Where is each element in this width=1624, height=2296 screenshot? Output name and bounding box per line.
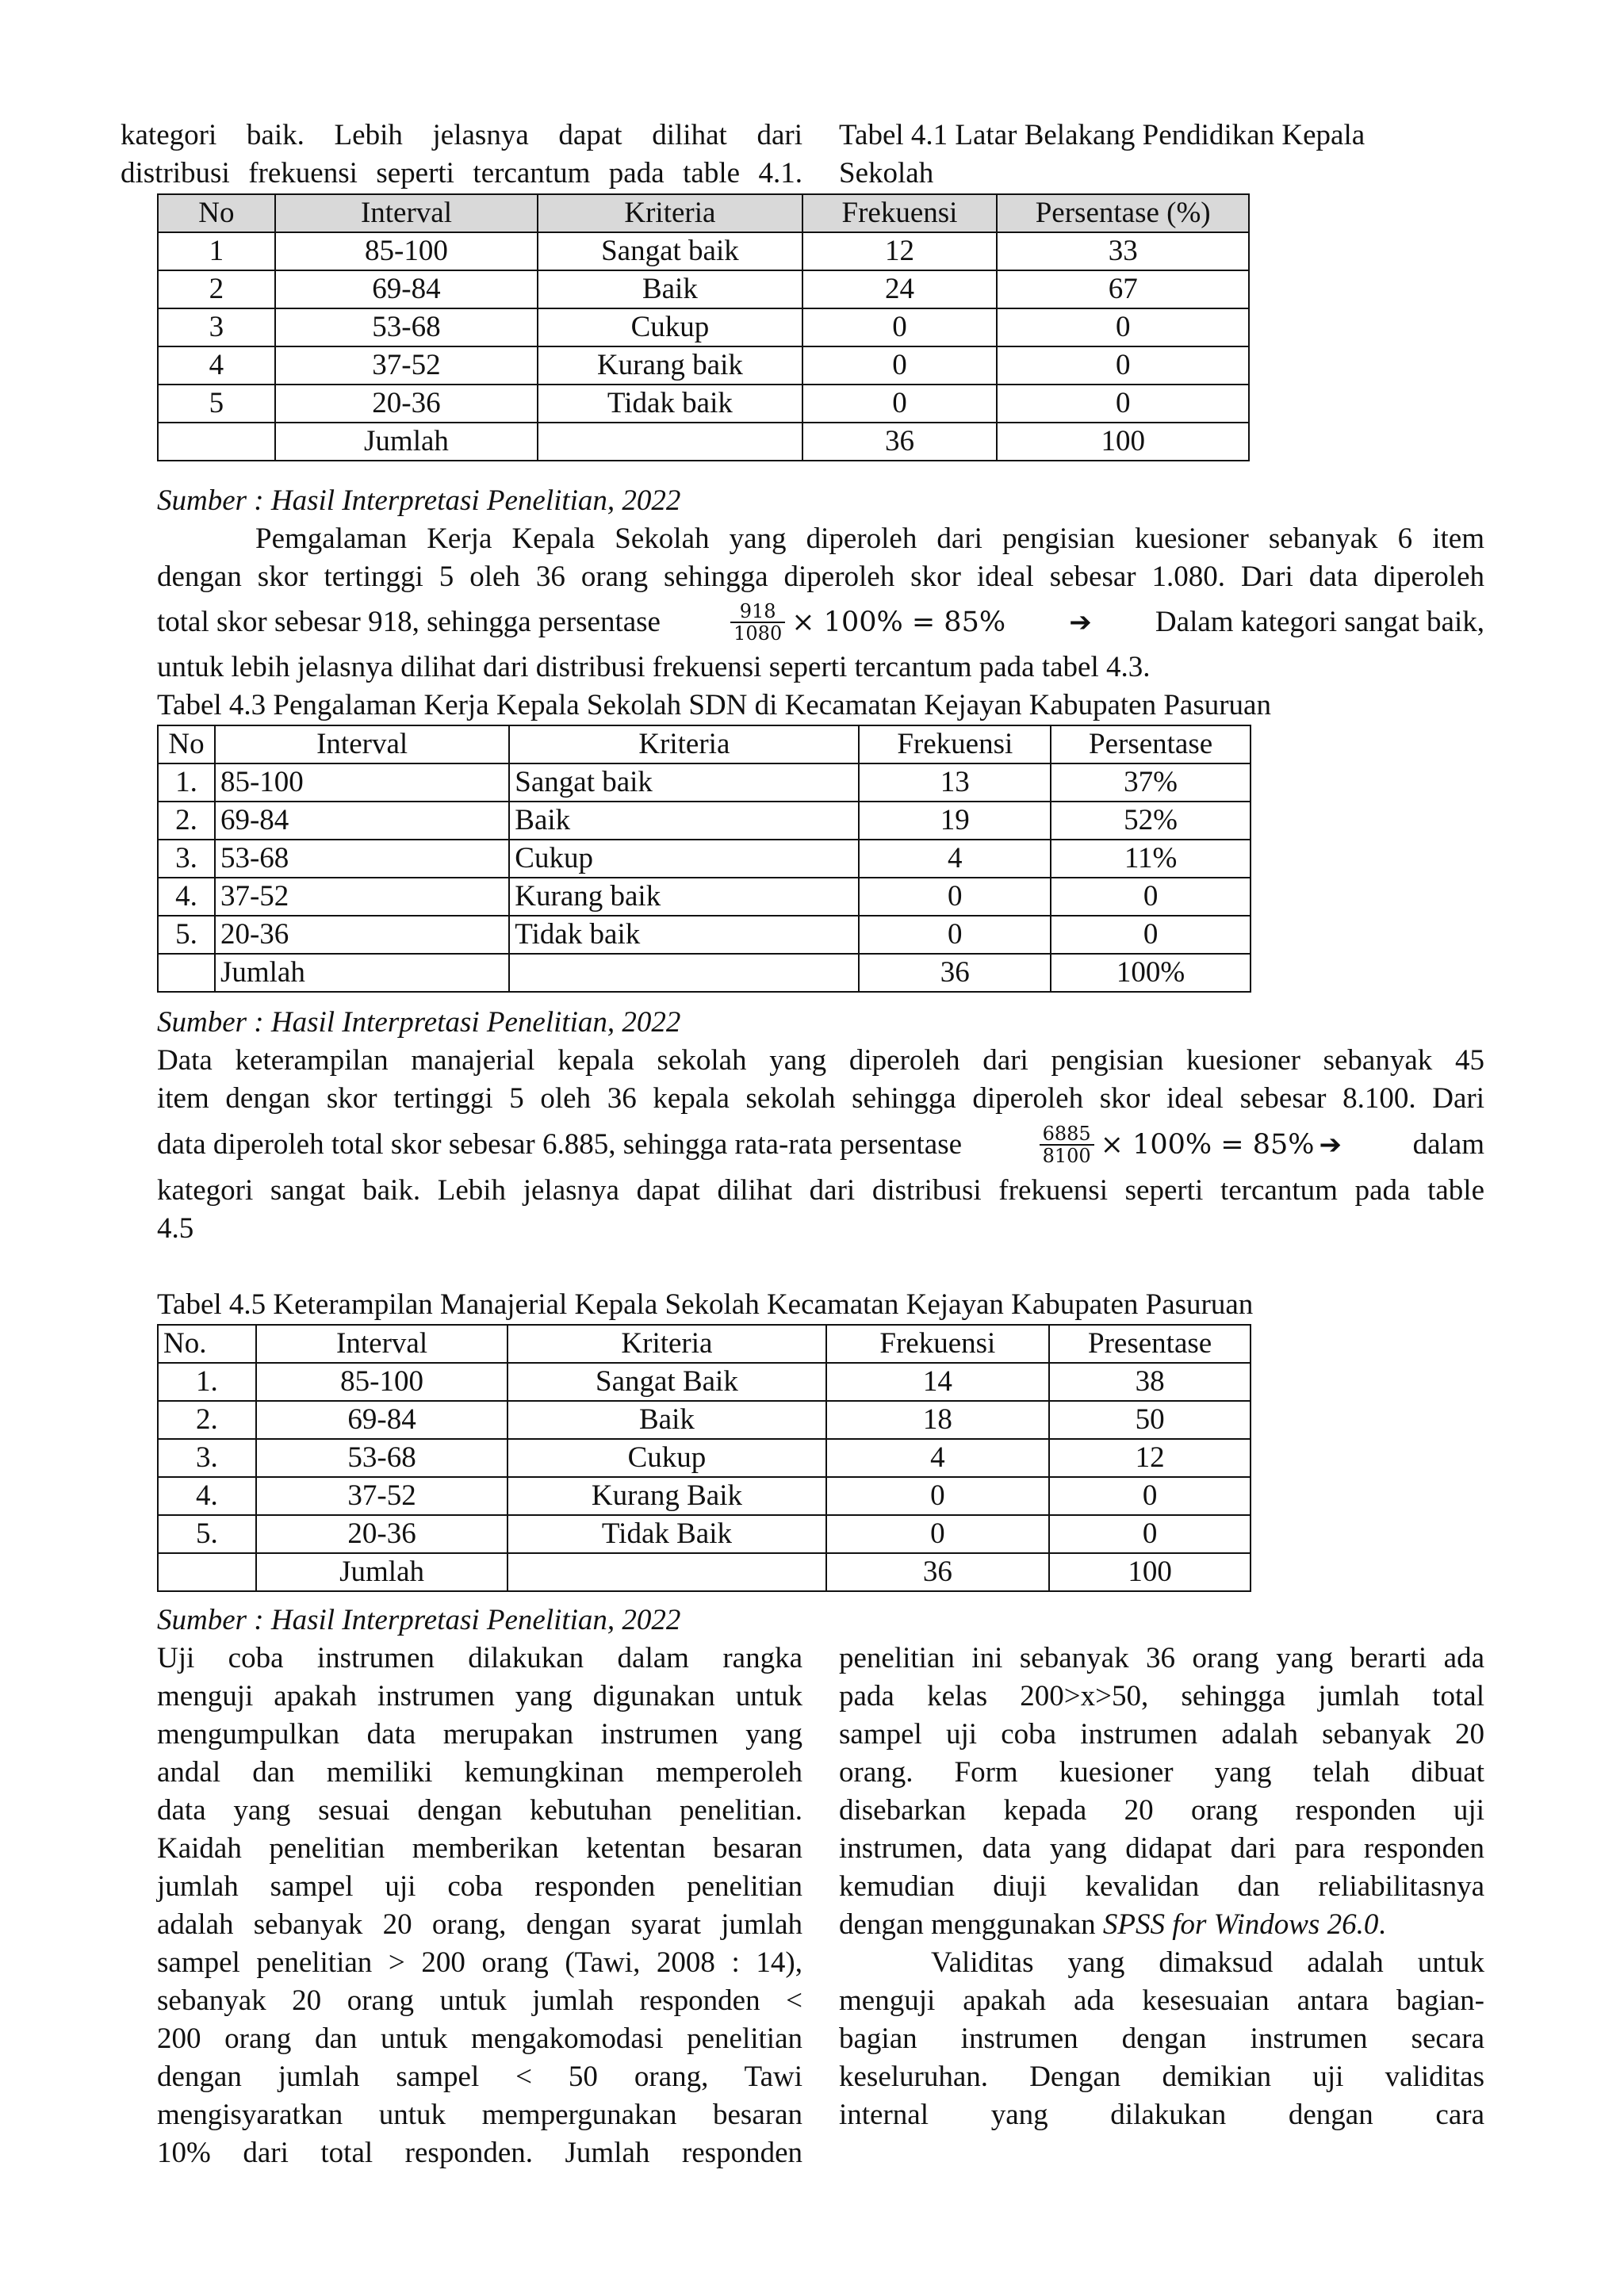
col-header-kriteria: Kriteria bbox=[509, 725, 859, 763]
table-row bbox=[158, 385, 1249, 423]
right-col-line: Validitas yang dimaksud adalah untuk bbox=[931, 1946, 1484, 1979]
cell bbox=[158, 954, 215, 992]
fraction-numerator: 6885 bbox=[1040, 1123, 1094, 1146]
cell: 4. bbox=[158, 878, 215, 916]
intro-left-line-1: kategori baik. Lebih jelasnya dapat dilihat dari bbox=[121, 119, 802, 151]
para2-line-3 bbox=[157, 596, 1484, 649]
cell: 4 bbox=[158, 346, 275, 385]
col-header-no: No. bbox=[158, 1325, 256, 1363]
cell: 33 bbox=[997, 232, 1249, 270]
arrow-right-icon: ➔ bbox=[1319, 1129, 1342, 1161]
cell: 37-52 bbox=[275, 346, 538, 385]
table-row bbox=[158, 840, 1251, 878]
cell: 11% bbox=[1051, 840, 1251, 878]
spss-software-name: SPSS for Windows 26.0 bbox=[1102, 1908, 1379, 1941]
cell: 37-52 bbox=[215, 878, 509, 916]
cell: 5 bbox=[158, 385, 275, 423]
cell: Cukup bbox=[508, 1439, 825, 1477]
table5-source: Sumber : Hasil Interpretasi Penelitian, 2022 bbox=[157, 1604, 681, 1636]
fraction-denominator: 1080 bbox=[733, 622, 783, 645]
cell: 12 bbox=[802, 232, 998, 270]
cell: 14 bbox=[826, 1363, 1050, 1401]
col-header-frekuensi: Frekuensi bbox=[826, 1325, 1050, 1363]
right-col-line: kemudian diuji kevalidan dan reliabilitasnya bbox=[839, 1870, 1484, 1903]
right-col-line: menguji apakah ada kesesuaian antara bagian- bbox=[839, 1984, 1484, 2017]
table-row bbox=[158, 346, 1249, 385]
col-header-no: No bbox=[158, 194, 275, 232]
table-row bbox=[158, 1439, 1251, 1477]
cell: 69-84 bbox=[215, 802, 509, 840]
left-col-line: data yang sesuai dengan kebutuhan penelitian. bbox=[157, 1794, 802, 1827]
col-header-interval: Interval bbox=[275, 194, 538, 232]
para3-line-3-text: data diperoleh total skor sebesar 6.885, sehingga rata-rata persentase bbox=[157, 1128, 963, 1161]
para3-line-2: item dengan skor tertinggi 5 oleh 36 kepala sekolah sehingga diperoleh skor ideal sebesar 8.100. Dari bbox=[157, 1082, 1484, 1115]
cell: Baik bbox=[508, 1401, 825, 1439]
fraction-denominator: 8100 bbox=[1042, 1145, 1091, 1167]
cell: 3. bbox=[158, 840, 215, 878]
cell: Baik bbox=[538, 270, 802, 308]
cell: 4 bbox=[859, 840, 1051, 878]
table-row bbox=[158, 1363, 1251, 1401]
cell: 38 bbox=[1049, 1363, 1251, 1401]
right-col-line: orang. Form kuesioner yang telah dibuat bbox=[839, 1756, 1484, 1789]
cell: Jumlah bbox=[275, 423, 538, 461]
left-column bbox=[157, 1640, 802, 2172]
cell: 0 bbox=[802, 346, 998, 385]
para2-line-2: dengan skor tertinggi 5 oleh 36 orang sehingga diperoleh skor ideal sebesar 1.080. Dari data diperoleh bbox=[157, 561, 1484, 593]
cell: 0 bbox=[1049, 1515, 1251, 1553]
col-header-persentase: Persentase (%) bbox=[997, 194, 1249, 232]
cell bbox=[158, 1553, 256, 1591]
cell: Sangat baik bbox=[509, 763, 859, 802]
cell: Tidak baik bbox=[538, 385, 802, 423]
para3-line-4: kategori sangat baik. Lebih jelasnya dapat dilihat dari distribusi frekuensi seperti tercantum pada table bbox=[157, 1174, 1484, 1207]
cell: 85-100 bbox=[256, 1363, 508, 1401]
col-header-persentase: Persentase bbox=[1051, 725, 1251, 763]
cell: 3 bbox=[158, 308, 275, 346]
table-4-3 bbox=[157, 725, 1251, 993]
col-header-interval: Interval bbox=[215, 725, 509, 763]
left-col-line: dengan jumlah sampel < 50 orang, Tawi bbox=[157, 2061, 802, 2093]
cell: 52% bbox=[1051, 802, 1251, 840]
table-row bbox=[158, 308, 1249, 346]
para3-line-3 bbox=[157, 1118, 1484, 1172]
left-col-line: sampel penelitian > 200 orang (Tawi, 2008 : 14), bbox=[157, 1946, 802, 1979]
cell: 53-68 bbox=[275, 308, 538, 346]
cell: 5. bbox=[158, 916, 215, 954]
cell: Baik bbox=[509, 802, 859, 840]
table-row bbox=[158, 1477, 1251, 1515]
cell bbox=[508, 1553, 825, 1591]
right-col-line: bagian instrumen dengan instrumen secara bbox=[839, 2022, 1484, 2055]
para3-line-3-result: dalam bbox=[1412, 1128, 1484, 1161]
cell: Sangat Baik bbox=[508, 1363, 825, 1401]
left-col-line: sebanyak 20 orang untuk jumlah responden < bbox=[157, 1984, 802, 2017]
para2-line-1: Pemgalaman Kerja Kepala Sekolah yang diperoleh dari pengisian kuesioner sebanyak 6 item bbox=[255, 522, 1484, 555]
cell: 37% bbox=[1051, 763, 1251, 802]
cell: 85-100 bbox=[275, 232, 538, 270]
cell: 4. bbox=[158, 1477, 256, 1515]
spss-suffix: . bbox=[1378, 1908, 1386, 1941]
right-col-line: disebarkan kepada 20 orang responden uji bbox=[839, 1794, 1484, 1827]
table-4-1 bbox=[157, 193, 1250, 461]
cell: 0 bbox=[997, 346, 1249, 385]
cell: 18 bbox=[826, 1401, 1050, 1439]
table-header-row bbox=[158, 1325, 1251, 1363]
cell: Tidak Baik bbox=[508, 1515, 825, 1553]
left-col-line: menguji apakah instrumen yang digunakan untuk bbox=[157, 1680, 802, 1712]
right-col-line: instrumen, data yang didapat dari para responden bbox=[839, 1832, 1484, 1865]
left-col-line: 200 orang dan untuk mengakomodasi penelitian bbox=[157, 2022, 802, 2055]
table-row bbox=[158, 916, 1251, 954]
cell: 2. bbox=[158, 802, 215, 840]
cell: 0 bbox=[1049, 1477, 1251, 1515]
cell: Kurang Baik bbox=[508, 1477, 825, 1515]
cell: 37-52 bbox=[256, 1477, 508, 1515]
left-col-line: Uji coba instrumen dilakukan dalam rangka bbox=[157, 1642, 802, 1674]
left-col-line: jumlah sampel uji coba responden penelitian bbox=[157, 1870, 802, 1903]
cell: 100% bbox=[1051, 954, 1251, 992]
para2-line-3-result: Dalam kategori sangat baik, bbox=[1155, 606, 1484, 638]
table-row bbox=[158, 878, 1251, 916]
arrow-right-icon: ➔ bbox=[1069, 607, 1092, 638]
left-col-line: 10% dari total responden. Jumlah responden bbox=[157, 2137, 802, 2169]
left-col-line: adalah sebanyak 20 orang, dengan syarat jumlah bbox=[157, 1908, 802, 1941]
cell: Jumlah bbox=[215, 954, 509, 992]
cell: 36 bbox=[826, 1553, 1050, 1591]
cell: 5. bbox=[158, 1515, 256, 1553]
cell: 1. bbox=[158, 763, 215, 802]
cell bbox=[538, 423, 802, 461]
left-col-line: Kaidah penelitian memberikan ketentan besaran bbox=[157, 1832, 802, 1865]
cell: Kurang baik bbox=[509, 878, 859, 916]
cell: 100 bbox=[997, 423, 1249, 461]
table3-source: Sumber : Hasil Interpretasi Penelitian, 2022 bbox=[157, 1006, 681, 1039]
table5-caption: Tabel 4.5 Keterampilan Manajerial Kepala Sekolah Kecamatan Kejayan Kabupaten Pasuruan bbox=[157, 1288, 1254, 1321]
cell: 0 bbox=[997, 308, 1249, 346]
cell: 67 bbox=[997, 270, 1249, 308]
cell: 1. bbox=[158, 1363, 256, 1401]
table-header-row bbox=[158, 725, 1251, 763]
cell: 4 bbox=[826, 1439, 1050, 1477]
col-header-kriteria: Kriteria bbox=[538, 194, 802, 232]
col-header-kriteria: Kriteria bbox=[508, 1325, 825, 1363]
cell: Cukup bbox=[538, 308, 802, 346]
cell: 0 bbox=[826, 1515, 1050, 1553]
cell: 69-84 bbox=[275, 270, 538, 308]
table-total-row bbox=[158, 1553, 1251, 1591]
cell: 20-36 bbox=[215, 916, 509, 954]
left-col-line: mengisyaratkan untuk mempergunakan besaran bbox=[157, 2099, 802, 2131]
cell: Sangat baik bbox=[538, 232, 802, 270]
cell: 24 bbox=[802, 270, 998, 308]
cell bbox=[158, 423, 275, 461]
cell: 0 bbox=[859, 916, 1051, 954]
cell: 0 bbox=[802, 385, 998, 423]
right-col-line: sampel uji coba instrumen adalah sebanyak 20 bbox=[839, 1718, 1484, 1751]
cell: 100 bbox=[1049, 1553, 1251, 1591]
right-col-line: penelitian ini sebanyak 36 orang yang berarti ada bbox=[839, 1642, 1484, 1674]
left-col-line: andal dan memiliki kemungkinan memperoleh bbox=[157, 1756, 802, 1789]
right-col-line: keseluruhan. Dengan demikian uji validitas bbox=[839, 2061, 1484, 2093]
spss-prefix: dengan menggunakan bbox=[839, 1908, 1096, 1941]
fraction-numerator: 918 bbox=[730, 601, 785, 623]
cell: 20-36 bbox=[275, 385, 538, 423]
table-row bbox=[158, 270, 1249, 308]
right-column bbox=[839, 1640, 1484, 2134]
table1-caption-line-2: Sekolah bbox=[839, 157, 934, 189]
table1-source: Sumber : Hasil Interpretasi Penelitian, 2022 bbox=[157, 484, 681, 517]
table-row bbox=[158, 1401, 1251, 1439]
cell: 36 bbox=[859, 954, 1051, 992]
table3-caption: Tabel 4.3 Pengalaman Kerja Kepala Sekolah SDN di Kecamatan Kejayan Kabupaten Pasuruan bbox=[157, 689, 1271, 721]
cell: 20-36 bbox=[256, 1515, 508, 1553]
cell: Jumlah bbox=[256, 1553, 508, 1591]
cell: 2 bbox=[158, 270, 275, 308]
para3-formula bbox=[1033, 1123, 1342, 1166]
para2-formula bbox=[724, 601, 1005, 644]
cell bbox=[509, 954, 859, 992]
col-header-frekuensi: Frekuensi bbox=[859, 725, 1051, 763]
right-col-line-spss bbox=[839, 1906, 1484, 1944]
cell: 0 bbox=[826, 1477, 1050, 1515]
cell: 0 bbox=[997, 385, 1249, 423]
col-header-no: No bbox=[158, 725, 215, 763]
fraction bbox=[730, 601, 785, 644]
col-header-interval: Interval bbox=[256, 1325, 508, 1363]
table-header-row bbox=[158, 194, 1249, 232]
cell: 0 bbox=[1051, 878, 1251, 916]
cell: 69-84 bbox=[256, 1401, 508, 1439]
cell: 0 bbox=[859, 878, 1051, 916]
cell: 36 bbox=[802, 423, 998, 461]
right-col-line: pada kelas 200>x>50, sehingga jumlah total bbox=[839, 1680, 1484, 1712]
formula-text: × 100% = 85% bbox=[1100, 1129, 1315, 1161]
intro-left-line-2: distribusi frekuensi seperti tercantum pada table 4.1. bbox=[121, 157, 802, 189]
table-row bbox=[158, 763, 1251, 802]
formula-text: × 100% = 85% bbox=[791, 607, 1006, 638]
table-4-5 bbox=[157, 1324, 1251, 1592]
left-col-line: mengumpulkan data merupakan instrumen yang bbox=[157, 1718, 802, 1751]
cell: Kurang baik bbox=[538, 346, 802, 385]
col-header-frekuensi: Frekuensi bbox=[802, 194, 998, 232]
cell: Tidak baik bbox=[509, 916, 859, 954]
cell: 0 bbox=[1051, 916, 1251, 954]
right-col-line: internal yang dilakukan dengan cara bbox=[839, 2099, 1484, 2131]
para3-line-1: Data keterampilan manajerial kepala sekolah yang diperoleh dari pengisian kuesioner sebanyak 45 bbox=[157, 1044, 1484, 1077]
cell: 13 bbox=[859, 763, 1051, 802]
cell: 53-68 bbox=[256, 1439, 508, 1477]
table1-caption-line-1: Tabel 4.1 Latar Belakang Pendidikan Kepala bbox=[839, 119, 1365, 151]
cell: 19 bbox=[859, 802, 1051, 840]
para2-line-3-text: total skor sebesar 918, sehingga persentase bbox=[157, 606, 661, 638]
table-total-row bbox=[158, 423, 1249, 461]
col-header-presentase: Presentase bbox=[1049, 1325, 1251, 1363]
cell: 53-68 bbox=[215, 840, 509, 878]
cell: 1 bbox=[158, 232, 275, 270]
fraction bbox=[1040, 1123, 1094, 1166]
cell: 85-100 bbox=[215, 763, 509, 802]
table-total-row bbox=[158, 954, 1251, 992]
table-row bbox=[158, 1515, 1251, 1553]
table-row bbox=[158, 232, 1249, 270]
cell: 3. bbox=[158, 1439, 256, 1477]
table-row bbox=[158, 802, 1251, 840]
cell: 12 bbox=[1049, 1439, 1251, 1477]
cell: 50 bbox=[1049, 1401, 1251, 1439]
cell: Cukup bbox=[509, 840, 859, 878]
para3-line-5: 4.5 bbox=[157, 1212, 194, 1245]
cell: 0 bbox=[802, 308, 998, 346]
cell: 2. bbox=[158, 1401, 256, 1439]
para2-line-4: untuk lebih jelasnya dilihat dari distribusi frekuensi seperti tercantum pada tabel 4.3. bbox=[157, 651, 1151, 683]
